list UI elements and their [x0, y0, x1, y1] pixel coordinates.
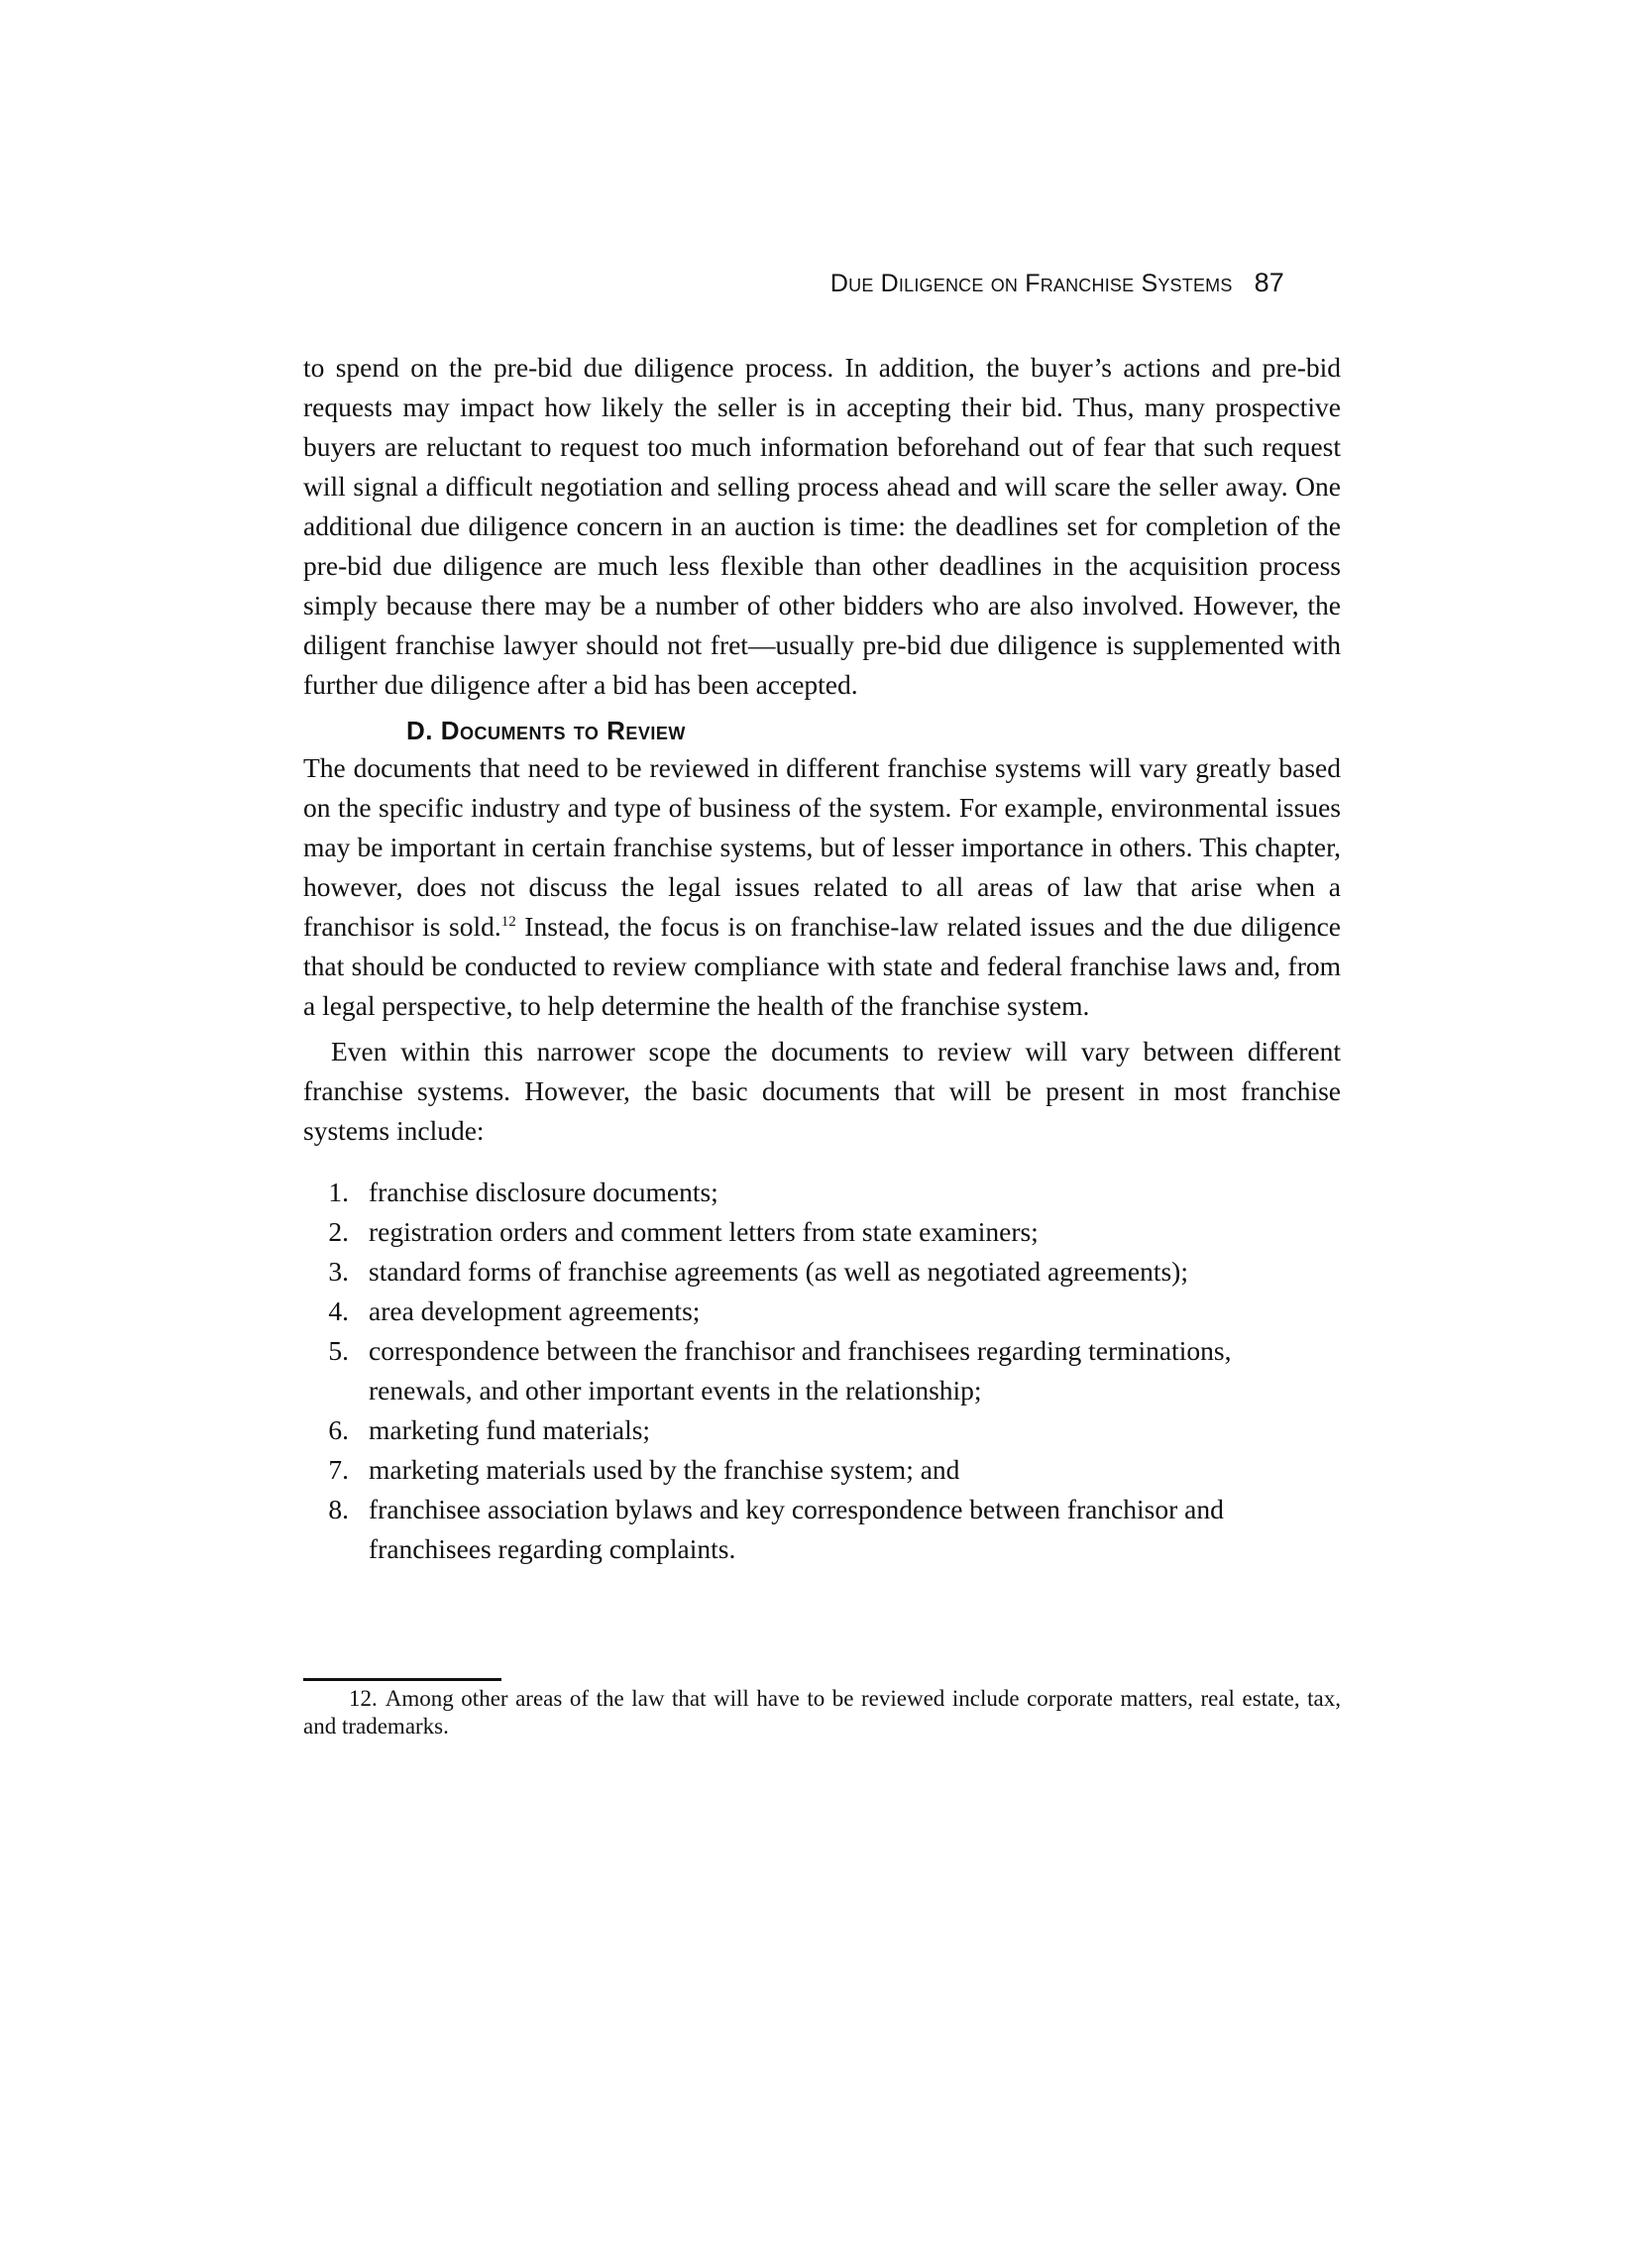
- list-text: marketing fund materials;: [369, 1414, 651, 1445]
- list-item: [303, 1212, 1341, 1252]
- list-text: franchisee association bylaws and key correspondence between franchisor and franchisees regarding complaints.: [369, 1494, 1224, 1564]
- list-text: area development agreements;: [369, 1295, 701, 1326]
- list-item: [303, 1490, 1341, 1569]
- running-header: [694, 268, 1284, 298]
- footnote: [303, 1685, 1341, 1741]
- list-number: 5.: [328, 1335, 349, 1366]
- list-number: 1.: [328, 1177, 349, 1207]
- list-number: 3.: [328, 1256, 349, 1287]
- list-text: standard forms of franchise agreements (as well as negotiated agreements);: [369, 1256, 1188, 1287]
- list-item: [303, 1410, 1341, 1450]
- paragraph-text-after-note: Instead, the focus is on franchise-law related issues and the due diligence that should be conducted to review compliance with state and federal franchise laws and, from a legal perspective, to help determine the health of the franchise system.: [303, 911, 1341, 1021]
- section-heading: D. Documents to Review: [406, 716, 686, 745]
- list-number: 4.: [328, 1295, 349, 1326]
- footnote-reference[interactable]: 12: [500, 913, 516, 930]
- paragraph-text: [303, 748, 1341, 1026]
- list-number: 2.: [328, 1216, 349, 1247]
- body-paragraph-1: [303, 348, 1341, 705]
- running-title: Due Diligence on Franchise Systems: [829, 270, 1233, 297]
- list-item: [303, 1450, 1341, 1490]
- list-text: correspondence between the franchisor and franchisees regarding terminations, renewals, and other important events in the relationship;: [369, 1335, 1232, 1405]
- list-number: 6.: [328, 1414, 349, 1445]
- list-item: [303, 1292, 1341, 1331]
- list-item: [303, 1331, 1341, 1410]
- paragraph-text-before-note: The documents that need to be reviewed in different franchise systems will vary greatly based on the specific industry and type of business of the system. For example, environmental issues may be important in certain franchise systems, but of lesser importance in others. This chapter, however, does not discuss the legal issues related to all areas of law that arise when a franchisor is sold.: [303, 752, 1341, 942]
- documents-list: [303, 1173, 1341, 1569]
- page-number: 87: [1254, 268, 1284, 297]
- list-item: [303, 1173, 1341, 1212]
- list-text: marketing materials used by the franchise system; and: [369, 1454, 960, 1485]
- list-number: 8.: [328, 1494, 349, 1524]
- list-text: franchise disclosure documents;: [369, 1177, 718, 1207]
- paragraph-text: Even within this narrower scope the documents to review will vary between different franchise systems. However, the basic documents that will be present in most franchise systems include:: [303, 1036, 1341, 1146]
- body-paragraph-3: [303, 1032, 1341, 1151]
- page-body: [303, 348, 1341, 1741]
- footnote-divider: [303, 1678, 501, 1681]
- paragraph-text: to spend on the pre-bid due diligence process. In addition, the buyer’s actions and pre-bid requests may impact how likely the seller is in accepting their bid. Thus, many prospective buyers are reluctant to request too much information beforehand out of fear that such request will signal a difficult negotiation and selling process ahead and will scare the seller away. One additional due diligence concern in an auction is time: the deadlines set for completion of the pre-bid due diligence are much less flexible than other deadlines in the acquisition process simply because there may be a number of other bidders who are also involved. However, the diligent franchise lawyer should not fret—usually pre-bid due diligence is supplemented with further due diligence after a bid has been accepted.: [303, 352, 1341, 700]
- footnote-number: 12.: [349, 1686, 378, 1711]
- list-text: registration orders and comment letters from state examiners;: [369, 1216, 1039, 1247]
- list-number: 7.: [328, 1454, 349, 1485]
- footnote-text: Among other areas of the law that will have to be reviewed include corporate matters, real estate, tax, and trademarks.: [303, 1686, 1341, 1739]
- body-paragraph-2: [303, 748, 1341, 1026]
- list-item: [303, 1252, 1341, 1292]
